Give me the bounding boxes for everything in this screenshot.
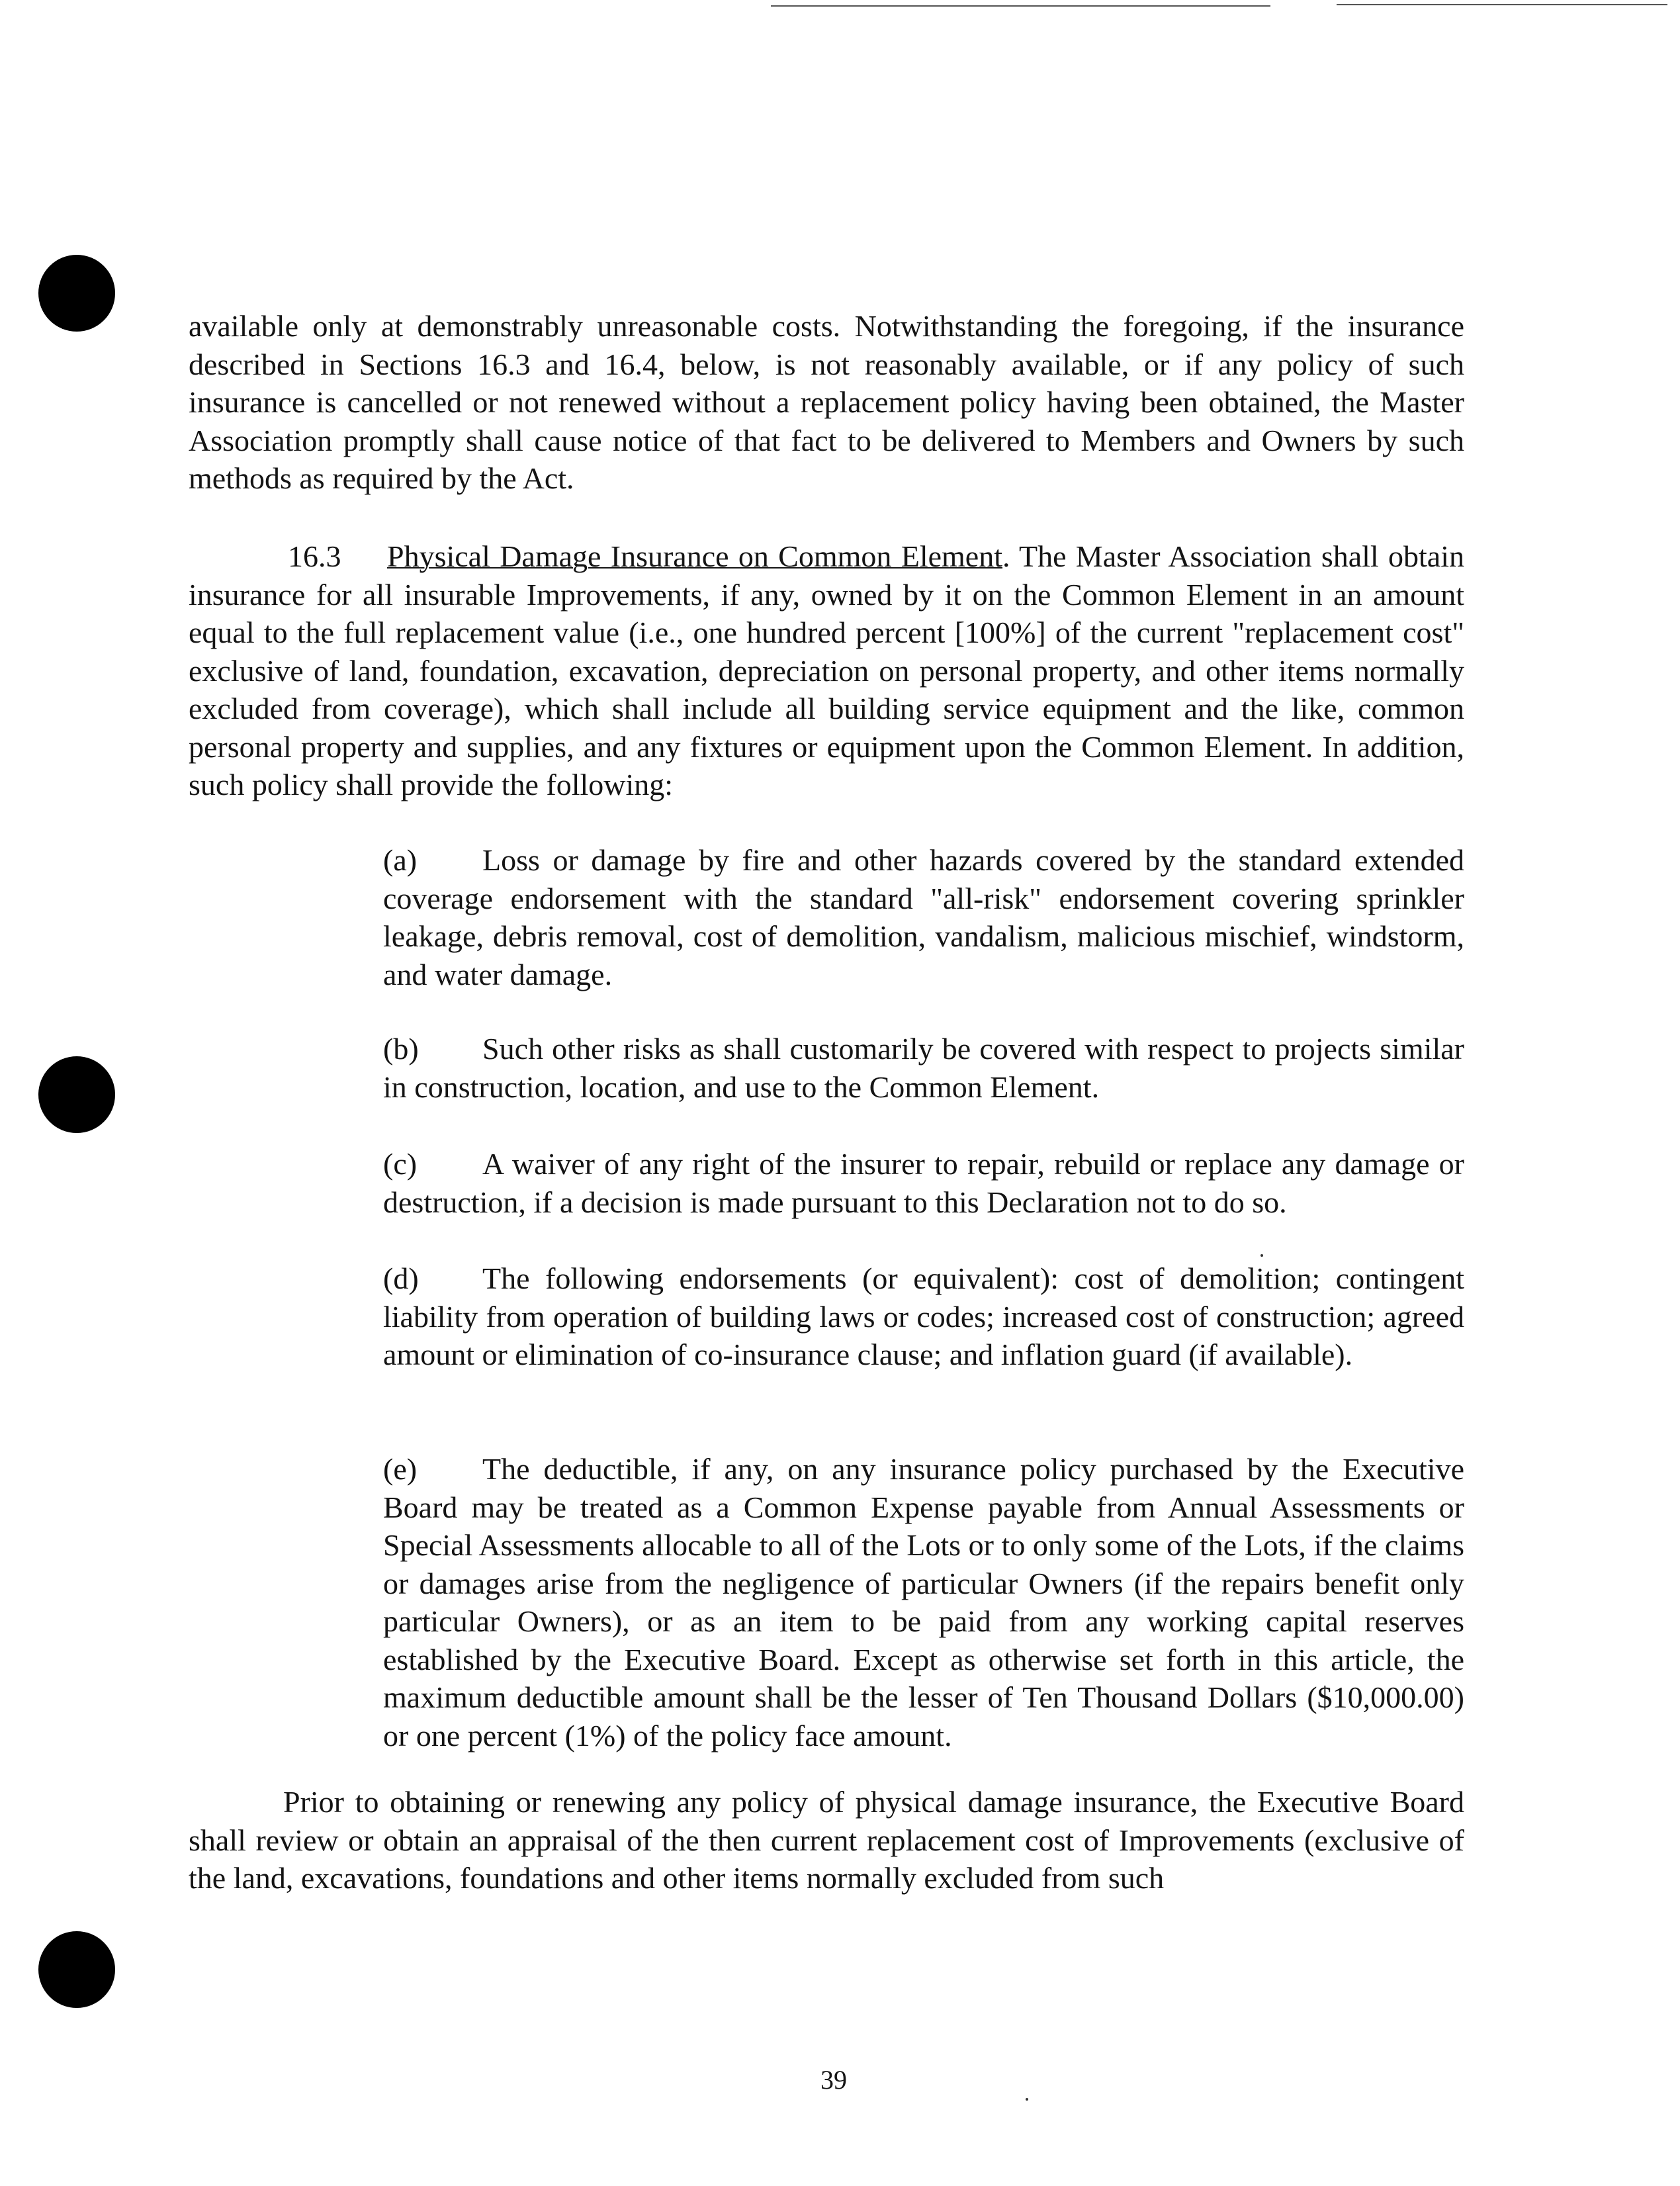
punch-hole-icon <box>38 1931 115 2008</box>
subsection-marker: (a) <box>383 843 418 877</box>
punch-hole-icon <box>38 255 115 332</box>
subsection-a <box>383 841 1464 993</box>
section-body: . The Master Association shall obtain insurance for all insurable Improvements, if any, owned by it on the Common Element in an amount equal to the full replacement value (i.e., one hundred percent [100%] of the current "replacement cost" exclusive of land, foundation, excavation, depreciation on personal property, and other items normally excluded from coverage), which shall include all building service equipment and the like, common personal property and supplies, and any fixtures or equipment upon the Common Element. In addition, such policy shall provide the following: <box>189 539 1464 801</box>
subsection-text: The following endorsements (or equivalent): cost of demolition; contingent liability from operation of building laws or codes; increased cost of construction; agreed amount or elimination of co-insurance clause; and inflation guard (if available). <box>383 1261 1464 1371</box>
scan-speck <box>1260 1254 1263 1257</box>
scan-top-rule <box>1337 4 1667 5</box>
section-heading: Physical Damage Insurance on Common Element <box>387 539 1002 573</box>
section-16-3-paragraph <box>189 537 1464 804</box>
scan-top-rule <box>771 5 1270 7</box>
subsection-c <box>383 1145 1464 1221</box>
subsection-marker: (c) <box>383 1147 418 1181</box>
page-number: 39 <box>820 2065 847 2095</box>
subsection-marker: (d) <box>383 1261 419 1295</box>
scan-speck <box>1026 2098 1028 2101</box>
subsection-e <box>383 1450 1464 1754</box>
subsection-b <box>383 1030 1464 1106</box>
subsection-marker: (e) <box>383 1452 418 1486</box>
subsection-text: A waiver of any right of the insurer to repair, rebuild or replace any damage or destruction, if a decision is made pursuant to this Declaration not to do so. <box>383 1147 1464 1219</box>
subsection-marker: (b) <box>383 1032 419 1066</box>
subsection-text: Such other risks as shall customarily be covered with respect to projects similar in construction, location, and use to the Common Element. <box>383 1032 1464 1104</box>
subsection-text: Loss or damage by fire and other hazards covered by the standard extended coverage endorsement with the standard "all-risk" endorsement covering sprinkler leakage, debris removal, cost of demolition, vandalism, malicious mischief, windstorm, and water damage. <box>383 843 1464 991</box>
paragraph-continuation: available only at demonstrably unreasonable costs. Notwithstanding the foregoing, if the insurance described in Sections 16.3 and 16.4, below, is not reasonably available, or if any policy of such insurance is cancelled or not renewed without a replacement policy having been obtained, the Master Association promptly shall cause notice of that fact to be delivered to Members and Owners by such methods as required by the Act. <box>189 309 1464 495</box>
punch-hole-icon <box>38 1056 115 1133</box>
section-number: 16.3 <box>288 539 341 573</box>
subsection-d <box>383 1259 1464 1374</box>
paragraph-appraisal: Prior to obtaining or renewing any policy of physical damage insurance, the Executive Board shall review or obtain an appraisal of the then current replacement cost of Improvements (exclusive of the land, excavations, foundations and other items normally excluded from such <box>189 1785 1464 1895</box>
subsection-text: The deductible, if any, on any insurance policy purchased by the Executive Board may be treated as a Common Expense payable from Annual Assessments or Special Assessments allocable to all of the Lots or to only some of the Lots, if the claims or damages arise from the negligence of particular Owners (if the repairs benefit only particular Owners), or as an item to be paid from any working capital reserves established by the Executive Board. Except as otherwise set forth in this article, the maximum deductible amount shall be the lesser of Ten Thousand Dollars ($10,000.00) or one percent (1%) of the policy face amount. <box>383 1452 1464 1753</box>
